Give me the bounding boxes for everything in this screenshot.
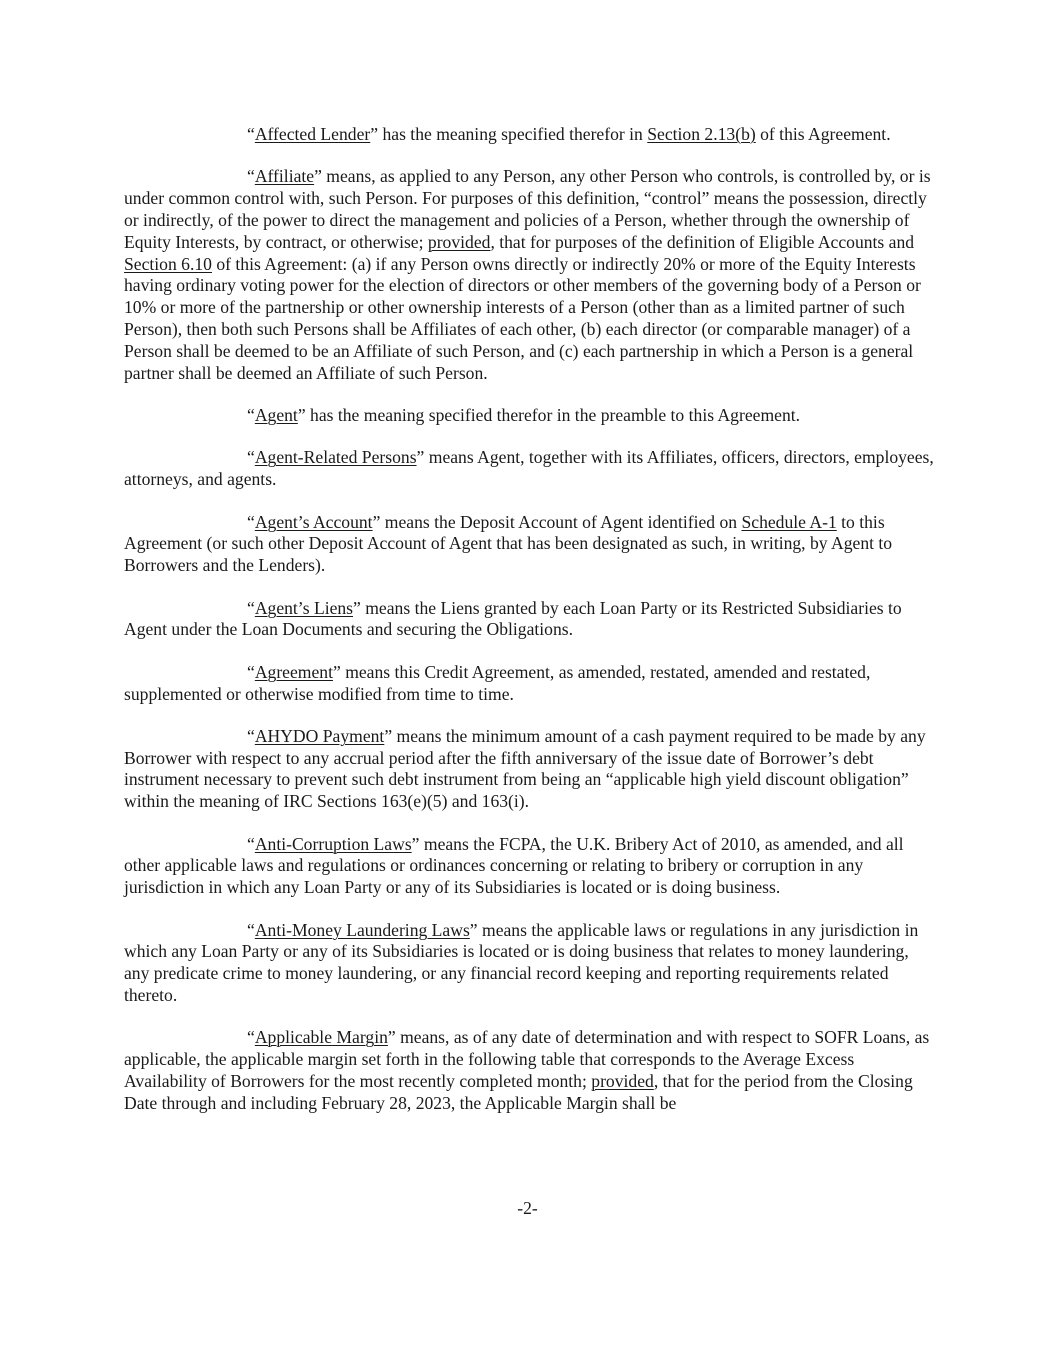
- term-affected-lender: Affected Lender: [254, 124, 371, 144]
- definition-agent-related-persons: “Agent-Related Persons” means Agent, together with its Affiliates, officers, directors, employees, attorneys, and agents.: [124, 447, 934, 490]
- definition-anti-money-laundering-laws: “Anti-Money Laundering Laws” means the applicable laws or regulations in any jurisdiction in which any Loan Party or any of its Subsidiaries is located or is doing business that relates to money laundering, any predicate crime to money laundering, or any financial record keeping and reporting requirements related thereto.: [124, 919, 919, 1006]
- term-agents-account: Agent’s Account: [254, 511, 373, 532]
- term-ahydo-payment: AHYDO Payment: [254, 725, 385, 746]
- term-agents-liens: Agent’s Liens: [254, 597, 354, 618]
- definition-anti-corruption-laws: “Anti-Corruption Laws” means the FCPA, the U.K. Bribery Act of 2010, as amended, and all other applicable laws and regulations or ordinances concerning or relating to bribery or corruption in any jurisdiction in which any Loan Party or any of its Subsidiaries is located or is doing business.: [124, 833, 904, 898]
- definition-affiliate: “Affiliate” means, as applied to any Person, any other Person who controls, is controlled by, or is under common control with, such Person. For purposes of this definition, “control” means the possession, directly or indirectly, of the power to direct the management and policies of a Person, whether through the ownership of Equity Interests, by contract, or otherwise; provided, that for purposes of the definition of Eligible Accounts and Section 6.10 of this Agreement: (a) if any Person owns directly or indirectly 20% or more of the Equity Interests having ordinary voting power for the election of directors or other members of the governing body of a Person or 10% or more of the partnership or other ownership interests of a Person (other than as a limited partner of such Person), then both such Persons shall be Affiliates of each other, (b) each director (or comparable manager) of a Person shall be deemed to be an Affiliate of such Person, and (c) each partnership in which a Person is a general partner shall be deemed an Affiliate of such Person.: [124, 166, 931, 383]
- definition-applicable-margin: “Applicable Margin” means, as of any date of determination and with respect to SOFR Loans, as applicable, the applicable margin set forth in the following table that corresponds to the Average Excess Availability of Borrowers for the most recently completed month; provided, that for the period from the Closing Date through and including February 28, 2023, the Applicable Margin shall be: [124, 1027, 930, 1113]
- definition-agents-liens: “Agent’s Liens” means the Liens granted by each Loan Party or its Restricted Subsidiaries to Agent under the Loan Documents and securing the Obligations.: [124, 597, 902, 640]
- term-applicable-margin: Applicable Margin: [254, 1027, 388, 1048]
- definition-agreement: “Agreement” means this Credit Agreement, as amended, restated, amended and restated, supplemented or otherwise modified from time to time.: [124, 661, 871, 704]
- term-affiliate: Affiliate: [254, 166, 315, 187]
- section-reference: Section 6.10: [124, 253, 212, 274]
- term-agreement: Agreement: [254, 661, 333, 682]
- definition-ahydo-payment: “AHYDO Payment” means the minimum amount of a cash payment required to be made by any Borrower with respect to any accrual period after the fifth anniversary of the issue date of Borrower’s debt instrument necessary to prevent such debt instrument from being an “applicable high yield discount obligation” within the meaning of IRC Sections 163(e)(5) and 163(i).: [124, 725, 926, 812]
- term-anti-money-laundering-laws: Anti-Money Laundering Laws: [254, 919, 470, 940]
- definition-agents-account: “Agent’s Account” means the Deposit Account of Agent identified on Schedule A-1 to this Agreement (or such other Deposit Account of Agent that has been designated as such, in writing, by Agent to Borrowers and the Lenders).: [124, 511, 893, 576]
- term-agent-related-persons: Agent-Related Persons: [254, 447, 417, 468]
- section-reference: Section 2.13(b): [647, 124, 756, 144]
- proviso-provided: provided: [591, 1071, 654, 1092]
- definition-affected-lender: “Affected Lender” has the meaning specified therefor in Section 2.13(b) of this Agreement.: [247, 124, 891, 144]
- document-body: [124, 124, 934, 1135]
- page-number: -2-: [517, 1198, 538, 1218]
- term-anti-corruption-laws: Anti-Corruption Laws: [254, 833, 412, 854]
- schedule-reference: Schedule A-1: [741, 511, 837, 532]
- definition-agent: “Agent” has the meaning specified therefor in the preamble to this Agreement.: [247, 404, 801, 425]
- term-agent: Agent: [254, 404, 298, 425]
- proviso-provided: provided: [427, 231, 491, 252]
